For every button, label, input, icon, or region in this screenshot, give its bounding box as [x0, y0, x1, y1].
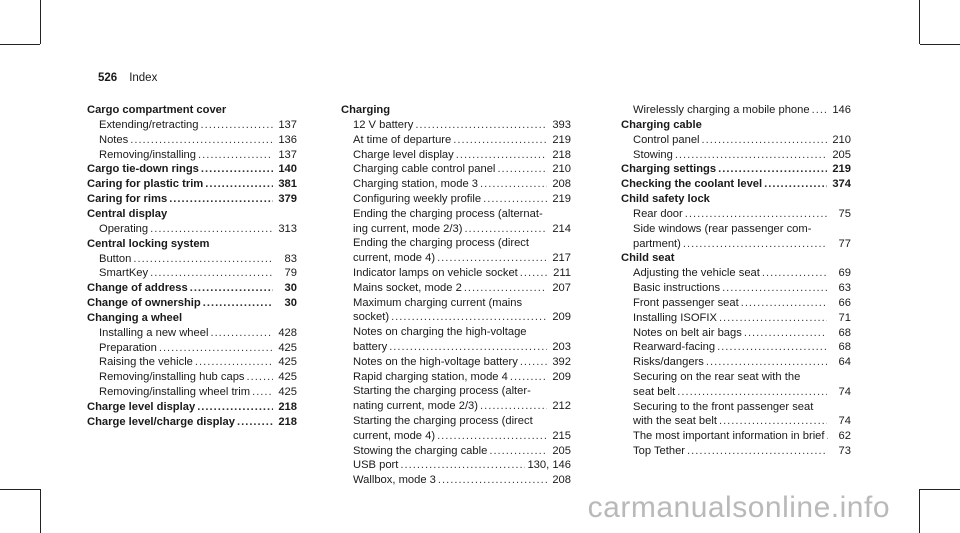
index-subentry[interactable]: [87, 148, 297, 163]
entry-label: nating current, mode 2/3): [353, 400, 478, 413]
index-subentry[interactable]: [341, 399, 571, 414]
index-subentry[interactable]: [621, 148, 851, 163]
index-subentry[interactable]: [87, 222, 297, 237]
dot-leader: [483, 192, 547, 207]
dot-leader: [456, 148, 547, 163]
entry-label: current, mode 4): [353, 252, 436, 265]
index-heading: Child safety lock: [621, 192, 710, 205]
page-reference[interactable]: 218: [552, 148, 571, 161]
dot-leader: [205, 177, 273, 192]
index-heading-entry[interactable]: [87, 296, 297, 311]
entry-label: Extending/retracting: [99, 119, 199, 131]
section-title: Index: [129, 72, 158, 84]
dot-leader: [201, 118, 273, 133]
entry-label: Rearward-facing: [633, 341, 716, 354]
dot-leader: [510, 370, 547, 385]
index-subentry[interactable]: [341, 340, 571, 355]
index-subentry[interactable]: [87, 118, 297, 133]
index-column-3: [621, 103, 851, 459]
entry-label: Cargo tie-down rings: [87, 163, 199, 176]
page-reference[interactable]: 425: [278, 371, 297, 384]
index-subentry[interactable]: [87, 385, 297, 400]
page-reference[interactable]: 205: [832, 148, 851, 161]
page-reference[interactable]: 217: [552, 252, 571, 265]
index-subentry[interactable]: [341, 281, 571, 296]
index-subentry[interactable]: [87, 370, 297, 385]
crop-mark: [40, 0, 41, 44]
dot-leader: [237, 415, 273, 430]
index-subentry[interactable]: [621, 133, 851, 148]
index-column-1: [87, 103, 297, 429]
entry-label: Notes: [99, 133, 129, 146]
dot-leader: [415, 118, 547, 133]
page-reference[interactable]: 209: [552, 370, 571, 383]
entry-label: Indicator lamps on vehicle socket: [353, 266, 518, 279]
index-heading: Child seat: [621, 252, 675, 265]
crop-mark: [0, 489, 40, 490]
index-subentry[interactable]: [341, 473, 571, 488]
dot-leader: [150, 222, 273, 237]
page-reference[interactable]: 210: [552, 163, 571, 176]
index-subentry[interactable]: [87, 355, 297, 370]
index-subentry[interactable]: [341, 133, 571, 148]
index-subentry[interactable]: [87, 252, 297, 267]
index-column-2: [341, 103, 571, 488]
entry-label: Installing ISOFIX: [633, 311, 717, 324]
index-subentry[interactable]: [341, 355, 571, 370]
page-reference[interactable]: 428: [278, 326, 297, 339]
index-heading-entry[interactable]: [87, 192, 297, 207]
entry-label: Caring for plastic trim: [87, 178, 204, 191]
index-heading-entry[interactable]: [87, 162, 297, 177]
page-reference[interactable]: 313: [278, 222, 297, 235]
index-subentry[interactable]: [341, 266, 571, 281]
page-reference[interactable]: 71: [838, 311, 851, 324]
entry-label: Rear door: [633, 207, 683, 220]
entry-label: Charging cable control panel: [353, 163, 496, 176]
page-reference[interactable]: 425: [278, 356, 297, 369]
page-reference[interactable]: 381: [278, 178, 297, 191]
entry-label: Operating: [99, 222, 149, 235]
dot-leader: [464, 281, 547, 296]
page-reference[interactable]: 83: [284, 252, 297, 265]
index-heading-entry[interactable]: [621, 162, 851, 177]
index-subentry[interactable]: [621, 444, 851, 459]
page-reference[interactable]: 30: [284, 282, 297, 295]
dot-leader: [464, 222, 547, 237]
page-header: [98, 72, 157, 84]
dot-leader: [190, 281, 273, 296]
dot-leader: [480, 399, 547, 414]
dot-leader: [744, 326, 827, 341]
page-reference[interactable]: 219: [552, 192, 571, 205]
page-reference[interactable]: 214: [552, 222, 571, 235]
page-reference[interactable]: 392: [552, 355, 571, 368]
page-reference[interactable]: 219: [832, 163, 851, 176]
entry-label: Front passenger seat: [633, 296, 739, 309]
entry-label: Change of address: [87, 282, 188, 295]
index-subentry[interactable]: [341, 222, 571, 237]
index-heading: Central display: [87, 207, 168, 220]
watermark: carmanualsonline.info: [587, 491, 890, 524]
index-heading-entry[interactable]: [87, 415, 297, 430]
index-subentry[interactable]: [341, 370, 571, 385]
entry-label: partment): [633, 237, 681, 250]
index-subentry[interactable]: [621, 429, 851, 444]
index-subentry[interactable]: [621, 266, 851, 281]
index-subentry[interactable]: [87, 133, 297, 148]
entry-label: ing current, mode 2/3): [353, 222, 463, 235]
page-reference[interactable]: 137: [278, 148, 297, 161]
index-subentry[interactable]: [341, 177, 571, 192]
index-subentry[interactable]: [341, 118, 571, 133]
entry-label: Charge level display: [87, 400, 196, 413]
dot-leader: [687, 444, 827, 459]
page-number: 526: [98, 72, 118, 84]
page-reference[interactable]: 74: [838, 385, 851, 398]
index-heading: Cargo compartment cover: [87, 104, 227, 116]
page-reference[interactable]: 68: [838, 341, 851, 354]
index-subentry-line: Maximum charging current (mains: [353, 296, 523, 309]
index-subentry[interactable]: [341, 429, 571, 444]
crop-mark: [919, 489, 920, 533]
page-reference[interactable]: 146: [832, 104, 851, 116]
entry-label: Rapid charging station, mode 4: [353, 370, 508, 383]
entry-label: USB port: [353, 459, 399, 472]
dot-leader: [437, 429, 547, 444]
page-reference[interactable]: 218: [278, 415, 297, 428]
index-subentry[interactable]: [621, 311, 851, 326]
page-reference[interactable]: 219: [552, 133, 571, 146]
dot-leader: [685, 207, 827, 222]
page-reference[interactable]: 130, 146: [527, 459, 571, 472]
dot-leader: [489, 444, 547, 459]
entry-label: Control panel: [633, 133, 700, 146]
page-reference[interactable]: 77: [838, 237, 851, 250]
index-heading: Changing a wheel: [87, 311, 183, 324]
index-subentry[interactable]: [341, 444, 571, 459]
dot-leader: [389, 340, 547, 355]
entry-label: Notes on belt air bags: [633, 326, 742, 339]
index-subentry[interactable]: [87, 326, 297, 341]
entry-label: Change of ownership: [87, 296, 201, 309]
dot-leader: [480, 177, 547, 192]
dot-leader: [762, 266, 827, 281]
page-reference[interactable]: 379: [278, 192, 297, 205]
page-reference[interactable]: 203: [552, 340, 571, 353]
dot-leader: [150, 266, 273, 281]
index-heading-entry[interactable]: [87, 177, 297, 192]
page-reference[interactable]: 212: [552, 400, 571, 413]
entry-label: Risks/dangers: [633, 356, 704, 369]
page-reference[interactable]: 215: [552, 429, 571, 442]
page-reference[interactable]: 63: [838, 282, 851, 295]
crop-mark: [920, 489, 960, 490]
index-heading: Charging: [341, 104, 391, 116]
entry-label: Preparation: [99, 341, 157, 354]
index-subentry[interactable]: [621, 237, 851, 252]
entry-label: Removing/installing wheel trim: [99, 385, 251, 398]
dot-leader: [210, 326, 273, 341]
page-reference[interactable]: 205: [552, 444, 571, 457]
entry-label: Removing/installing hub caps: [99, 371, 245, 384]
dot-leader: [719, 311, 827, 326]
dot-leader: [722, 281, 827, 296]
dot-leader: [717, 340, 827, 355]
index-subentry[interactable]: [341, 192, 571, 207]
index-heading: Central locking system: [87, 237, 210, 250]
dot-leader: [159, 341, 273, 356]
dot-leader: [702, 133, 827, 148]
entry-label: socket): [353, 311, 390, 324]
entry-label: Wirelessly charging a mobile phone: [633, 104, 810, 116]
entry-label: Adjusting the vehicle seat: [633, 267, 760, 280]
dot-leader: [719, 414, 827, 429]
entry-label: battery: [353, 340, 388, 353]
page-reference[interactable]: 64: [838, 356, 851, 369]
dot-leader: [198, 148, 273, 163]
entry-label: with the seat belt: [633, 415, 717, 428]
dot-leader: [677, 385, 827, 400]
dot-leader: [400, 458, 525, 473]
page-reference[interactable]: 140: [278, 163, 297, 176]
entry-label: Charging station, mode 3: [353, 178, 479, 191]
dot-leader: [438, 473, 547, 488]
dot-leader: [683, 237, 827, 252]
page-reference[interactable]: 137: [278, 119, 297, 131]
index-subentry[interactable]: [621, 103, 851, 118]
dot-leader: [195, 355, 273, 370]
entry-label: Button: [99, 252, 132, 265]
dot-leader: [130, 133, 273, 148]
page-reference[interactable]: 30: [284, 296, 297, 309]
dot-leader: [675, 148, 827, 163]
crop-mark: [919, 0, 920, 44]
index-subentry[interactable]: [621, 326, 851, 341]
index-subentry-line: Securing to the front passenger seat: [633, 400, 814, 413]
page-reference[interactable]: 425: [278, 385, 297, 398]
index-subentry-line: Notes on charging the high-voltage: [353, 326, 527, 339]
page-reference[interactable]: 62: [838, 430, 851, 443]
entry-label: Charge level display: [353, 148, 454, 161]
entry-label: current, mode 4): [353, 429, 436, 442]
page-reference[interactable]: 207: [552, 281, 571, 294]
page-reference[interactable]: 69: [838, 267, 851, 280]
dot-leader: [520, 266, 547, 281]
index-heading-entry[interactable]: [87, 281, 297, 296]
index-subentry[interactable]: [341, 162, 571, 177]
index-subentry-line: Securing on the rear seat with the: [633, 370, 801, 383]
dot-leader: [706, 355, 827, 370]
entry-label: Checking the coolant level: [621, 178, 763, 191]
entry-label: Stowing: [633, 148, 673, 161]
entry-label: 12 V battery: [353, 119, 414, 131]
dot-leader: [497, 162, 547, 177]
dot-leader: [812, 103, 827, 118]
dot-leader: [453, 133, 547, 148]
crop-mark: [920, 44, 960, 45]
dot-leader: [252, 385, 273, 400]
index-subentry[interactable]: [621, 385, 851, 400]
index-heading: Charging cable: [621, 118, 702, 131]
index-subentry-line: Starting the charging process (alter-: [353, 385, 531, 398]
page-reference[interactable]: 66: [838, 296, 851, 309]
dot-leader: [247, 370, 273, 385]
page-reference[interactable]: 393: [552, 119, 571, 131]
page-reference[interactable]: 74: [838, 415, 851, 428]
entry-label: Basic instructions: [633, 282, 721, 295]
index-subentry[interactable]: [341, 148, 571, 163]
page-reference[interactable]: 136: [278, 133, 297, 146]
entry-label: Removing/installing: [99, 148, 197, 161]
entry-label: Stowing the charging cable: [353, 444, 488, 457]
dot-leader: [197, 400, 273, 415]
page-reference[interactable]: 68: [838, 326, 851, 339]
index-subentry[interactable]: [621, 281, 851, 296]
entry-label: Raising the vehicle: [99, 356, 193, 369]
page-reference[interactable]: 210: [832, 133, 851, 146]
index-subentry[interactable]: [621, 340, 851, 355]
dot-leader: [437, 251, 547, 266]
dot-leader: [133, 252, 273, 267]
index-subentry[interactable]: [341, 458, 571, 473]
dot-leader: [201, 162, 273, 177]
dot-leader: [169, 192, 273, 207]
page-reference[interactable]: 208: [552, 178, 571, 191]
crop-mark: [40, 489, 41, 533]
dot-leader: [520, 355, 547, 370]
dot-leader: [764, 177, 827, 192]
dot-leader: [391, 310, 547, 325]
index-subentry[interactable]: [621, 414, 851, 429]
index-subentry-line: Starting the charging process (direct: [353, 414, 533, 427]
entry-label: Charging settings: [621, 163, 717, 176]
page-reference[interactable]: 425: [278, 341, 297, 354]
dot-leader: [203, 296, 273, 311]
page-reference[interactable]: 75: [838, 207, 851, 220]
index-subentry[interactable]: [621, 296, 851, 311]
index-subentry[interactable]: [621, 207, 851, 222]
entry-label: Mains socket, mode 2: [353, 281, 462, 294]
index-subentry[interactable]: [621, 355, 851, 370]
entry-label: Configuring weekly profile: [353, 192, 482, 205]
entry-label: At time of departure: [353, 133, 452, 146]
entry-label: Notes on the high-voltage battery: [353, 355, 518, 368]
entry-label: Wallbox, mode 3: [353, 474, 436, 487]
page-reference[interactable]: 73: [838, 444, 851, 457]
index-subentry[interactable]: [87, 266, 297, 281]
entry-label: The most important information in brief: [633, 430, 825, 443]
entry-label: Installing a new wheel: [99, 326, 209, 339]
page-reference[interactable]: 79: [284, 267, 297, 280]
index-heading-entry[interactable]: [87, 400, 297, 415]
entry-label: Top Tether: [633, 444, 686, 457]
entry-label: Charge level/charge display: [87, 415, 235, 428]
index-subentry[interactable]: [341, 310, 571, 325]
dot-leader: [741, 296, 827, 311]
index-subentry-line: Ending the charging process (alternat-: [353, 207, 543, 220]
index-subentry-line: Ending the charging process (direct: [353, 237, 529, 250]
dot-leader: [718, 162, 827, 177]
entry-label: seat belt: [633, 385, 676, 398]
page-reference[interactable]: 209: [552, 311, 571, 324]
index-subentry[interactable]: [87, 341, 297, 356]
page-reference[interactable]: 208: [552, 474, 571, 487]
index-heading-entry[interactable]: [621, 177, 851, 192]
crop-mark: [0, 44, 40, 45]
page-reference[interactable]: 211: [553, 266, 571, 279]
entry-label: SmartKey: [99, 267, 149, 280]
index-subentry[interactable]: [341, 251, 571, 266]
page-reference[interactable]: 218: [278, 400, 297, 413]
page-reference[interactable]: 374: [832, 178, 851, 191]
index-subentry-line: Side windows (rear passenger com-: [633, 222, 812, 235]
entry-label: Caring for rims: [87, 192, 168, 205]
